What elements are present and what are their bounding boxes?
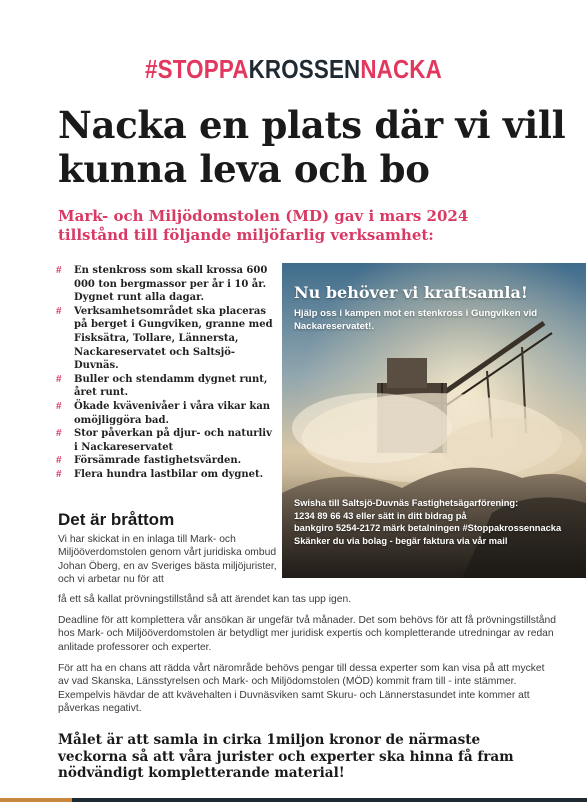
section-heading: Det är bråttom bbox=[58, 510, 175, 529]
hash-bullet-icon: # bbox=[56, 428, 62, 440]
donation-line: 1234 89 66 43 eller sätt in ditt bidrag på bbox=[294, 510, 467, 521]
impact-bullet-list bbox=[56, 264, 278, 482]
donation-line: Swisha till Saltsjö-Duvnäs Fastighetsägarförening: bbox=[294, 498, 519, 508]
hash-bullet-icon: # bbox=[56, 373, 62, 385]
list-item: # Stor påverkan på djur- och naturliv i Nackareservatet bbox=[56, 428, 272, 453]
hashtag-part-krossen: KROSSEN bbox=[248, 54, 361, 84]
list-item: # Verksamhetsområdet ska placeras på berget i Gungviken, granne med Fisksätra, Tollare, Lännersta, Nackareservatet och Saltsjö-Duvnäs. bbox=[56, 305, 273, 372]
hash-bullet-icon: # bbox=[56, 468, 62, 480]
photo-subline: Hjälp oss i kampen mot en stenkross i Gungviken vid Nackareservatet!. bbox=[294, 308, 538, 332]
list-item: # En stenkross som skall krossa 600 000 ton bergmassor per år i 10 år. Dygnet runt alla dagar. bbox=[56, 265, 268, 304]
list-item: # Försämrade fastighetsvärden. bbox=[56, 455, 242, 467]
hashtag-part-stoppa: #STOPPA bbox=[145, 54, 249, 84]
hash-bullet-icon: # bbox=[56, 455, 62, 467]
photo-headline: Nu behöver vi kraftsamla! bbox=[294, 283, 528, 302]
list-item: # Ökade kvävenivåer i våra vikar kan omöjliggöra bad. bbox=[56, 400, 271, 426]
paragraph-appeal: Vi har skickat in en inlaga till Mark- och Miljööverdomstolen genom vårt juridiska ombud Johan Öberg, en av Sveriges bästa miljöjurister, och vi arbetar nu för att bbox=[58, 534, 277, 586]
quarry-photo-panel bbox=[282, 263, 586, 578]
page-title: Nacka en plats där vi vill kunna leva och bo bbox=[58, 103, 566, 191]
list-item: # Flera hundra lastbilar om dygnet. bbox=[56, 468, 264, 480]
hash-bullet-icon: # bbox=[56, 305, 62, 317]
hash-bullet-icon: # bbox=[56, 400, 62, 412]
hashtag-part-nacka: NACKA bbox=[360, 54, 442, 84]
bottom-accent-bar bbox=[0, 798, 72, 802]
list-item: # Buller och stendamm dygnet runt, året runt. bbox=[56, 373, 268, 399]
paragraph-funding: För att ha en chans att rädda vårt närområde behövs pengar till dessa experter som kan visa på att mycket av vad Skanska, Länsstyrelsen och Mark- och Miljödomstolen (MÖD) kommit fram till - inte stämmer. Exempelvis hävdar de att kvävehalten i Duvnäsviken samt Skuru- och Lännerstasundet inte kommer att påverkas negativt. bbox=[58, 663, 545, 715]
donation-line: bankgiro 5254-2172 märk betalningen #Stoppakrossennacka bbox=[294, 523, 562, 534]
donation-line: Skänker du via bolag - begär faktura via vår mail bbox=[294, 535, 508, 546]
hashtag-banner bbox=[41, 54, 546, 85]
page-subtitle: Mark- och Miljödomstolen (MD) gav i mars 2024 tillstånd till följande miljöfarlig verksamhet: bbox=[58, 207, 469, 245]
paragraph-appeal-continued: få ett så kallat prövningstillstånd så att ärendet kan tas upp igen. bbox=[58, 594, 352, 605]
bottom-rule bbox=[0, 798, 587, 802]
donation-info bbox=[294, 497, 582, 547]
paragraph-deadline: Deadline för att komplettera vår ansökan är ungefär två månader. Det som behövs för att få prövningstillstånd hos Mark- och Miljööverdomstolen är betydligt mer juridisk expertis och kompletterande utredningar av redan anlitade professorer och experter. bbox=[58, 615, 556, 653]
hash-bullet-icon: # bbox=[56, 265, 62, 276]
goal-statement: Målet är att samla in cirka 1miljon kronor de närmaste veckorna så att våra jurister och experter ska hinna få fram nödvändigt kompletterande material! bbox=[58, 732, 514, 782]
